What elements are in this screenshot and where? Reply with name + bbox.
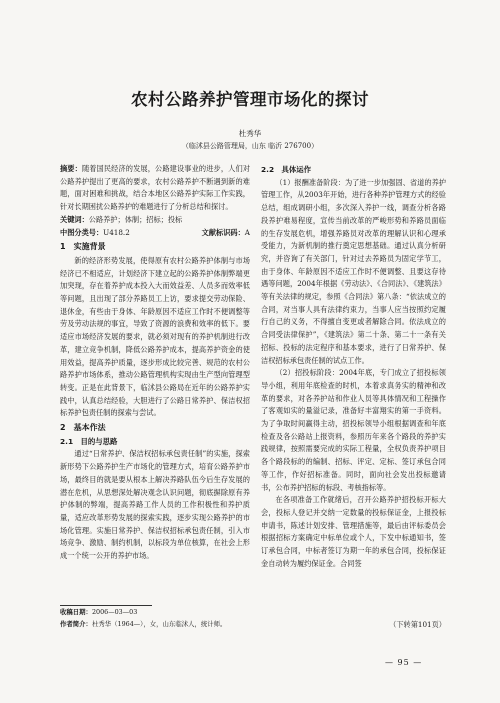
author-bio: 杜秀华（1964—），女，山东临沭人，统计师。: [91, 620, 227, 628]
subsection-2-2-paragraph-1: （1）报酬准备阶段：为了进一步加强固、省道的养护管理工作，从2003年开始，进行各种养护管理方式的经验总结，组成调研小组，多次深入养护一线，调查分析各路段养护难易程度，宣传当前改革的严峻形势和养路员面临的生存发展危机，增强养路员对改革的理解认识和心理承受能力，为新机制的推行奠定思想基础。通过认真分析研究，并咨询了有关部门，针对过去养路员为固定学节工，由于身体、年龄原因不适应工作时不便调整、且要这存待遇等问题，2004年根据《劳动法》、《合同法》、《建筑法》等有关法律的规定，参照《合同法》第八条：“依法成立的合同，对当事人具有法律约束力，当事人应当按照约定履行自己的义务，不得擅自变更或者解除合同。依法成立的合同受法律保护”，《建筑法》第二十条、第二十一条有关招标、投标的法定程序和基本要求，进行了日常养护、保洁权招标承包责任制的试点工作。: [261, 177, 446, 365]
keywords: [60, 214, 250, 227]
received-label: 收稿日期：: [60, 608, 92, 616]
abstract-label: 摘要：: [60, 164, 82, 173]
section-heading-2: 2 基本作法: [60, 423, 106, 433]
classification-label: 中图分类号：: [60, 227, 104, 237]
article-title: 农村公路养护管理市场化的探讨: [131, 90, 369, 109]
subsection-2-1-paragraph: 通过“日常养护、保洁权招标承包责任制”的实施，探索新形势下公路养护生产市场化的管理方式，培育公路养护市场，最终目的就是要从根本上解决养路队伍今后生存发展的潜在危机，从思想深处解决观念认识问题，彻底摒除原有养护体制的弊端，提高养路工作人员的工作积极性和养护质量，适应改革形势发展的探索实践，逐步实现公路养护的市场化管理。实施日常养护、保洁权招标承包责任制，引入市场竞争、激励、制约机制，以标段为单位核算，在社会上形成一个统一公开的养护市场。: [60, 449, 250, 561]
author-name: 杜秀华: [238, 129, 262, 138]
section-1-paragraph: 新的经济形势发展，使得原有农村公路养护体制与市场经济已不相适应，计划经济下建立起的公路养护体制弊端更加突现，存在着养护成本投入大而效益差、人员多而效率低等问题，且出现了部分养路员工上访，要求提交劳动保险、退休金，有些由于身体、年龄原因不适应工作时不便调整等劳及劳动法规的事宜，导致了资源的浪费和效率的低下。要适应市场经济发展的要求，就必须对现有的养护机制进行改革，建立竞争机制，降低公路养护成本，提高养护资金的使用效益，提高养护质量，逐步形成比较完善、规范的农村公路养护市场体系，推动公路管理机构实现由生产型向管理型转变。正是在此背景下，临沭县公路局在近年的公路养护实践中，认真总结经验，大胆进行了公路日常养护、保洁权招标养护包责任制的探索与尝试。: [60, 255, 250, 418]
footnote-divider: [60, 605, 152, 606]
keywords-label: 关键词：: [60, 214, 89, 224]
doc-code-label: 文献标识码：: [201, 227, 245, 237]
author-bio-label: 作者简介：: [60, 620, 92, 628]
footnote-received: [60, 607, 260, 618]
author-affiliation: （临沭县公路管理局，山东 临沂 276700）: [181, 142, 319, 150]
doc-code: [202, 227, 250, 240]
left-column: [60, 163, 250, 563]
classification: [60, 227, 130, 240]
abstract: [60, 163, 250, 214]
abstract-text: 随着国民经济的发展，公路建设事业的进步，人们对公路养护提出了更高的要求，农村公路养护不断遇到新的难题，面对困难和挑战，结合本地区公路养护实际工作实践，针对长期困扰公路养护的难题进行了分析总结和探讨。: [60, 164, 250, 212]
section-heading-1: 1 实施背景: [60, 242, 106, 252]
classification-row: [60, 227, 250, 240]
subsection-2-2-paragraph-2: （2）招投标阶段：2004年底，专门成立了招投标领导小组，利用年底检查的时机，本着求真务实的精神和改革的要求，对各养护站和作业人员等具体情况和工程操作了客观如实的量溢记录，准备好丰富翔实的第一手资料。为了争取时间赢得主动，招投标领导小组根据调查和年底检查及各公路站上报资料，参照历年来各个路段的养护实践规律，按照需要完成的实际工程量，全权负责养护项目各个路段标的的编制、招标、评定、定标、签订承包合同等工作，作好招标准备。同时，面向社会发出投标邀请书，公布养护招标的标段、考核指标等。: [261, 368, 446, 492]
continued-note: （下转第101页）: [389, 620, 446, 629]
subsection-2-2-paragraph-3: 在各项准备工作就绪后，召开公路养护招投标开标大会，投标人登记并交纳一定数量的投标保证金，上报投标申请书，陈述计划安排、管理措施等，最后由评标委员会根据招标方案确定中标单位或个人，下发中标通知书，签订承包合同，中标者签订为期一年的承包合同，投标保证金自动转为履约保证金。合同签: [261, 495, 446, 568]
right-column: [261, 163, 446, 571]
footnote-author-bio: [60, 619, 260, 630]
page-number: — 95 —: [385, 658, 423, 667]
classification-value: U418.2: [103, 227, 130, 237]
doc-code-value: A: [244, 227, 250, 237]
subsection-heading-2-1: 2.1 目的与思路: [60, 436, 118, 446]
subsection-heading-2-2: 2.2 具体运作: [261, 165, 312, 174]
keywords-text: 公路养护；体制；招标；投标: [88, 214, 183, 224]
received-date: 2006—03—03: [91, 608, 138, 616]
